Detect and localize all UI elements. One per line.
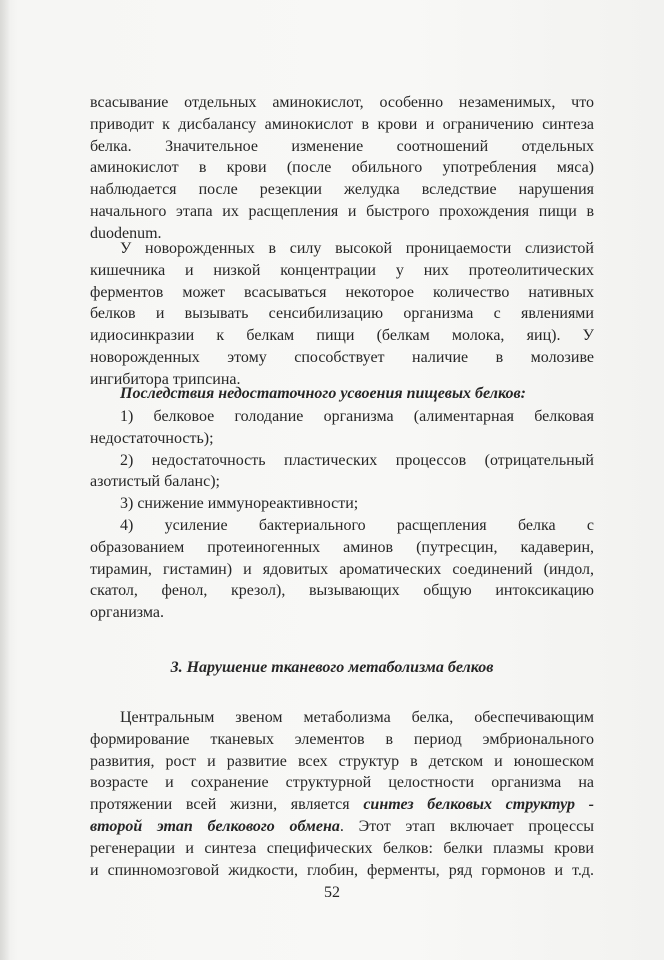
paragraph-tissue-metabolism — [90, 707, 594, 881]
text-fragment: возрасте и сохранение структурной целостности организма на — [90, 774, 594, 792]
text-line: кишечника и низкой концентрации у них протеолитических — [90, 261, 594, 279]
text-line: duodenum. — [90, 224, 162, 242]
text-line: и спинномозговой жидкости, глобин, ферменты, ряд гормонов и т.д. — [90, 861, 594, 879]
text-line: ферментов может всасываться некоторое количество нативных — [90, 283, 594, 301]
list-item: 1) белковое голодание организма (алиментарная белковая — [120, 408, 594, 425]
list-item: 4) усиление бактериального расщепления белка с — [120, 516, 594, 534]
text-line: белков и вызывать сенсибилизацию организма с явлениями — [90, 305, 594, 323]
list-item-continuation: скатол, фенол, крезол), вызывающих общую интоксикацию — [90, 582, 594, 600]
text-line: наблюдается после резекции желудка вследствие нарушения — [90, 181, 594, 199]
text-line — [90, 794, 594, 816]
text-line: новорожденных этому способствует наличие в молозиве — [90, 348, 594, 366]
text-line: идиосинкразии к белкам пищи (белкам молока, яиц). У — [90, 327, 594, 345]
page-edge-shadow — [0, 0, 10, 960]
page-number: 52 — [324, 884, 340, 901]
text-fragment: . Этот этап включает процессы — [339, 817, 594, 835]
list-item: 3) снижение иммунореактивности; — [120, 495, 359, 513]
text-line: регенерации и синтеза специфических белков: белки плазмы крови — [90, 839, 594, 857]
text-line: ингибитора трипсина. — [90, 370, 241, 388]
consequences-heading: Последствия недостаточного усвоения пищевых белков: — [120, 385, 526, 402]
list-item-continuation: образованием протеиногенных аминов (путресцин, кадаверин, — [90, 538, 594, 556]
text-line: развития, рост и развитие всех структур в детском и юношеском — [90, 752, 594, 770]
text-line: Центральным звеном метаболизма белка, обеспечивающим — [120, 709, 594, 726]
text-line: начального этапа их расщепления и быстрого прохождения пищи в — [90, 202, 594, 220]
list-item-continuation: тирамин, гистамин) и ядовитых ароматических соединений (индол, — [90, 560, 594, 578]
list-item-continuation: азотистый баланс); — [90, 473, 220, 491]
text-line — [90, 772, 594, 794]
list-item-continuation: организма. — [90, 604, 164, 622]
consequences-list — [90, 406, 594, 624]
list-item: 2) недостаточность пластических процессов (отрицательный — [120, 451, 594, 469]
section-title: 3. Нарушение тканевого метаболизма белков — [170, 659, 494, 676]
text-line: всасывание отдельных аминокислот, особенно незаменимых, что — [90, 94, 594, 111]
emphasized-term: второй этап белкового обмена — [90, 817, 340, 835]
text-line: формирование тканевых элементов в период эмбрионального — [90, 730, 594, 748]
text-line — [90, 816, 594, 838]
text-line: аминокислот в крови (после обильного употребления мяса) — [90, 159, 594, 177]
text-line: У новорожденных в силу высокой проницаемости слизистой — [120, 240, 594, 257]
paragraph-newborns — [90, 238, 594, 391]
text-line: белка. Значительное изменение соотношений отдельных — [90, 137, 594, 155]
emphasized-term: синтез белковых структур - — [363, 796, 595, 814]
text-line: приводит к дисбалансу аминокислот в крови и ограничению синтеза — [90, 115, 594, 133]
list-item-continuation: недостаточность); — [90, 429, 214, 447]
paragraph-absorption — [90, 92, 594, 245]
text-fragment: протяжении всей жизни, является — [90, 796, 364, 814]
